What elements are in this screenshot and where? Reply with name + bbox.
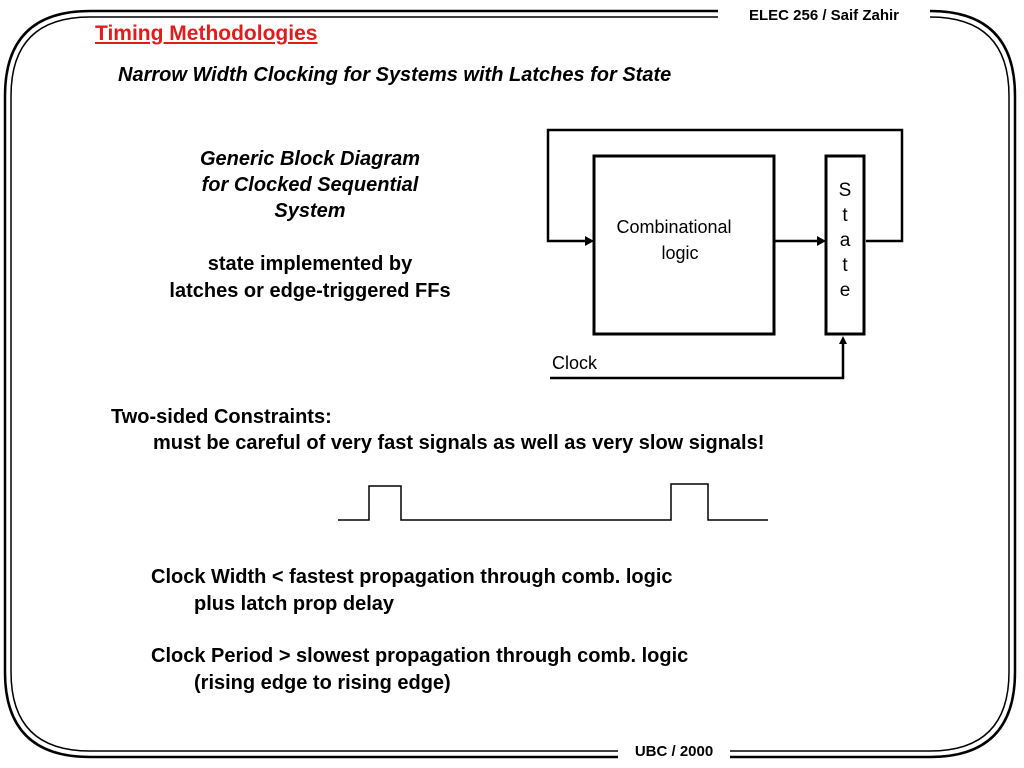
diagram-caption-line: System [274,200,346,222]
clock-period-line2: (rising edge to rising edge) [194,672,451,694]
footer-label: UBC / 2000 [618,740,730,762]
clock-label: Clock [552,353,598,373]
diagram-caption-line: for Clocked Sequential [201,174,419,196]
comb-label-line2: logic [661,243,699,263]
constraints-heading: Two-sided Constraints: [111,406,332,428]
clock-period-line1: Clock Period > slowest propagation through comb. logic [151,645,689,667]
slide-title: Timing Methodologies [95,22,318,45]
state-letter: a [839,230,851,251]
slide-subtitle: Narrow Width Clocking for Systems with Latches for State [118,64,672,86]
state-note-line: latches or edge-triggered FFs [169,280,451,302]
state-letter: S [838,180,852,201]
constraints-detail: must be careful of very fast signals as well as very slow signals! [153,432,765,454]
clock-pulse-train [338,484,768,520]
state-note-line: state implemented by [207,253,413,275]
comb-label-line1: Combinational [616,217,732,237]
state-letter: t [842,255,848,276]
clock-width-line1: Clock Width < fastest propagation through comb. logic [151,566,673,588]
state-letter: t [842,205,848,226]
course-header: ELEC 256 / Saif Zahir [718,4,930,26]
clock-width-line2: plus latch prop delay [194,593,395,615]
diagram-caption-line: Generic Block Diagram [199,148,421,170]
state-letter: e [839,280,851,301]
